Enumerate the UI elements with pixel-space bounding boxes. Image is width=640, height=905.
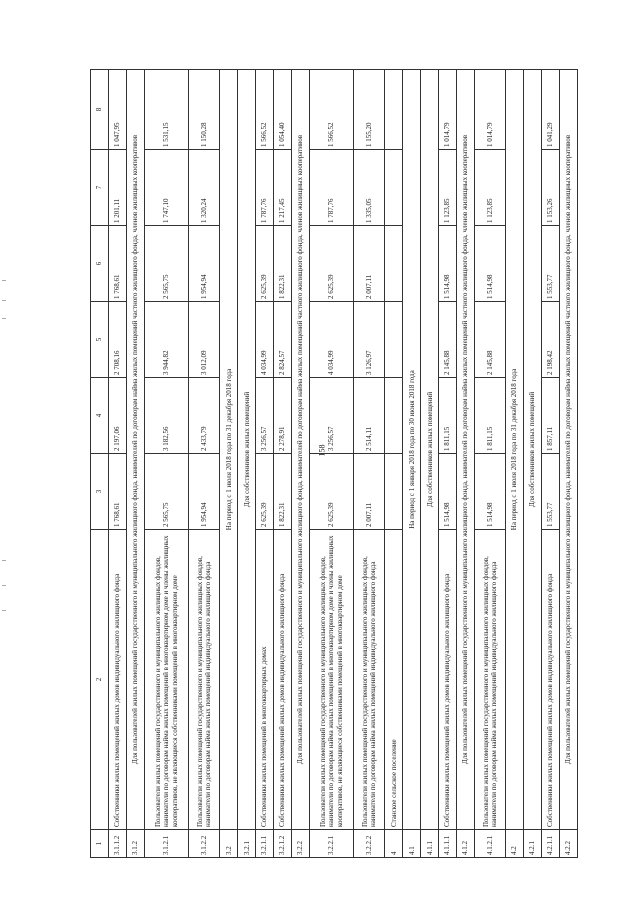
row-number: 3.2.1.1 — [256, 830, 274, 858]
column-number: 7 — [91, 150, 109, 226]
row-number: 3.2.1 — [238, 830, 256, 858]
section-caption: Для пользователей жилых помещений государственного и муниципального жилищного фонда, нанимателей по договорам найма жилых помещений частного жилищного фонда, членов жилищных кооперативов — [291, 70, 309, 830]
row-number: 3.1.2.2 — [189, 830, 220, 858]
section-row — [385, 70, 403, 858]
value-cell: 1 054,40 — [274, 70, 292, 150]
table-row — [108, 70, 126, 858]
row-label: Пользователи жилых помещений государственного и муниципального жилищных фондов, наниматели по договорам найма жилых помещений в многоквартирном доме и члены жилищных кооперативов, не являющиеся собственниками помещений в многоквартирном доме — [144, 530, 188, 830]
row-label: Собственники жилых помещений жилых домов индивидуального жилищного фонда — [108, 530, 126, 830]
value-cell: 1 954,94 — [189, 226, 220, 302]
row-label: Пользователи жилых помещений государственного и муниципального жилищных фондов, наниматели по договорам найма жилых помещений индивидуального жилищного фонда — [474, 530, 505, 830]
value-cell: 1 123,85 — [439, 150, 457, 226]
value-cell: 1 217,45 — [274, 150, 292, 226]
empty-cell — [385, 150, 403, 226]
value-cell: 1 047,95 — [108, 70, 126, 150]
value-cell: 1 768,61 — [108, 454, 126, 530]
value-cell: 3 256,57 — [309, 378, 353, 454]
value-cell: 2 824,57 — [274, 302, 292, 378]
column-number: 5 — [91, 302, 109, 378]
row-label: Собственники жилых помещений в многоквартирных домах — [256, 530, 274, 830]
rotated-table-container — [90, 70, 578, 858]
value-cell: 1 787,76 — [256, 150, 274, 226]
value-cell: 2 145,88 — [439, 302, 457, 378]
row-number: 4 — [385, 830, 403, 858]
section-row — [403, 70, 421, 858]
value-cell: 3 256,57 — [256, 378, 274, 454]
value-cell: 2 625,39 — [309, 226, 353, 302]
table-row — [189, 70, 220, 858]
value-cell: 3 012,09 — [189, 302, 220, 378]
table-row — [256, 70, 274, 858]
value-cell: 1 514,98 — [474, 454, 505, 530]
row-number: 3.1.2 — [126, 830, 144, 858]
row-number: 4.2.1.1 — [541, 830, 559, 858]
section-caption: Для пользователей жилых помещений государственного и муниципального жилищного фонда, нанимателей по договорам найма жилых помещений частного жилищного фонда, членов жилищных кооперативов — [126, 70, 144, 830]
table-row — [474, 70, 505, 858]
value-cell: 1 153,26 — [541, 150, 559, 226]
page-number: 158 — [317, 444, 327, 457]
value-cell: 2 197,06 — [108, 378, 126, 454]
table-row — [144, 70, 188, 858]
section-row — [220, 70, 238, 858]
section-row — [291, 70, 309, 858]
row-number: 3.2.2.1 — [309, 830, 353, 858]
value-cell: 1 857,11 — [541, 378, 559, 454]
column-number: 1 — [91, 830, 109, 858]
value-cell: 1 514,98 — [439, 226, 457, 302]
value-cell: 1 954,94 — [189, 454, 220, 530]
value-cell: 1 201,11 — [108, 150, 126, 226]
value-cell: 1 123,85 — [474, 150, 505, 226]
section-caption: Для пользователей жилых помещений государственного и муниципального жилищного фонда, нанимателей по договорам найма жилых помещений частного жилищного фонда, членов жилищных кооперативов — [559, 70, 577, 830]
row-label: Пользователи жилых помещений государственного и муниципального жилищных фондов, наниматели по договорам найма жилых помещений в многоквартирном доме и члены жилищных кооперативов, не являющиеся собственниками помещений в многоквартирном доме — [309, 530, 353, 830]
value-cell: 1 787,76 — [309, 150, 353, 226]
value-cell: 2 625,39 — [256, 454, 274, 530]
row-label: Пользователи жилых помещений государственного и муниципального жилищных фондов, наниматели по договорам найма жилых помещений индивидуального жилищного фонда — [189, 530, 220, 830]
empty-cell — [385, 378, 403, 454]
value-cell: 2 708,16 — [108, 302, 126, 378]
section-row — [523, 70, 541, 858]
value-cell: 1 335,05 — [354, 150, 385, 226]
value-cell: 1 150,28 — [189, 70, 220, 150]
table-row — [541, 70, 559, 858]
value-cell: 2 565,75 — [144, 226, 188, 302]
row-number: 4.1.2.1 — [474, 830, 505, 858]
value-cell: 1 041,29 — [541, 70, 559, 150]
value-cell: 4 034,99 — [256, 302, 274, 378]
row-label: Собственники жилых помещений жилых домов индивидуального жилищного фонда — [541, 530, 559, 830]
scan-edge-marks — [0, 0, 10, 905]
value-cell: 1 531,15 — [144, 70, 188, 150]
empty-cell — [385, 302, 403, 378]
row-number: 3.2.2 — [291, 830, 309, 858]
row-number: 3.2.1.2 — [274, 830, 292, 858]
column-number: 4 — [91, 378, 109, 454]
table-row — [309, 70, 353, 858]
section-caption: Для собственников жилых помещений — [238, 70, 256, 830]
value-cell: 1 014,79 — [439, 70, 457, 150]
row-number: 3.2.2.2 — [354, 830, 385, 858]
value-cell: 1 811,15 — [474, 378, 505, 454]
municipality-heading: Станское сельское поселение — [385, 530, 403, 830]
value-cell: 2 514,11 — [354, 378, 385, 454]
value-cell: 1 566,52 — [256, 70, 274, 150]
row-number: 4.2 — [506, 830, 524, 858]
value-cell: 3 182,56 — [144, 378, 188, 454]
value-cell: 2 625,39 — [309, 454, 353, 530]
value-cell: 1 811,15 — [439, 378, 457, 454]
row-number: 4.2.1 — [523, 830, 541, 858]
value-cell: 2 007,11 — [354, 226, 385, 302]
value-cell: 2 007,11 — [354, 454, 385, 530]
value-cell: 2 625,39 — [256, 226, 274, 302]
section-row — [238, 70, 256, 858]
value-cell: 1 014,79 — [474, 70, 505, 150]
section-row — [126, 70, 144, 858]
table-row — [354, 70, 385, 858]
column-number: 8 — [91, 70, 109, 150]
row-number: 3.1.2.1 — [144, 830, 188, 858]
tariff-table-area — [90, 70, 578, 858]
value-cell: 3 126,97 — [354, 302, 385, 378]
section-row — [559, 70, 577, 858]
value-cell: 2 565,75 — [144, 454, 188, 530]
value-cell: 2 433,79 — [189, 378, 220, 454]
value-cell: 3 944,82 — [144, 302, 188, 378]
section-caption: Для пользователей жилых помещений государственного и муниципального жилищного фонда, нанимателей по договорам найма жилых помещений частного жилищного фонда, членов жилищных кооперативов — [457, 70, 475, 830]
section-caption: На период с 1 июля 2018 года по 31 декабря 2018 года — [220, 70, 238, 830]
empty-cell — [385, 454, 403, 530]
row-number: 4.1 — [403, 830, 421, 858]
row-label: Собственники жилых помещений жилых домов индивидуального жилищного фонда — [274, 530, 292, 830]
row-label: Пользователи жилых помещений государственного и муниципального жилищных фондов, наниматели по договорам найма жилых помещений индивидуального жилищного фонда — [354, 530, 385, 830]
value-cell: 4 034,99 — [309, 302, 353, 378]
value-cell: 1 768,61 — [108, 226, 126, 302]
value-cell: 1 155,20 — [354, 70, 385, 150]
row-number: 3.1.1.2 — [108, 830, 126, 858]
table-body — [91, 70, 578, 858]
empty-cell — [385, 70, 403, 150]
section-caption: На период с 1 июля 2018 года по 31 декабря 2018 года — [506, 70, 524, 830]
value-cell: 1 553,77 — [541, 226, 559, 302]
column-number: 2 — [91, 530, 109, 830]
section-caption: Для собственников жилых помещений — [421, 70, 439, 830]
value-cell: 1 553,77 — [541, 454, 559, 530]
row-label: Собственники жилых помещений жилых домов индивидуального жилищного фонда — [439, 530, 457, 830]
section-row — [506, 70, 524, 858]
column-number: 3 — [91, 454, 109, 530]
value-cell: 1 747,10 — [144, 150, 188, 226]
row-number: 4.1.1.1 — [439, 830, 457, 858]
value-cell: 2 198,42 — [541, 302, 559, 378]
column-number-row — [91, 70, 109, 858]
value-cell: 1 514,98 — [439, 454, 457, 530]
section-row — [421, 70, 439, 858]
value-cell: 2 145,88 — [474, 302, 505, 378]
row-number: 4.2.2 — [559, 830, 577, 858]
row-number: 4.1.1 — [421, 830, 439, 858]
section-caption: Для собственников жилых помещений — [523, 70, 541, 830]
table-row — [274, 70, 292, 858]
value-cell: 1 320,24 — [189, 150, 220, 226]
value-cell: 1 566,52 — [309, 70, 353, 150]
section-row — [457, 70, 475, 858]
tariff-table — [90, 69, 578, 858]
row-number: 3.2 — [220, 830, 238, 858]
row-number: 4.1.2 — [457, 830, 475, 858]
value-cell: 2 278,91 — [274, 378, 292, 454]
value-cell: 1 822,31 — [274, 454, 292, 530]
table-row — [439, 70, 457, 858]
section-caption: На период с 1 января 2018 года по 30 июня 2018 года — [403, 70, 421, 830]
column-number: 6 — [91, 226, 109, 302]
value-cell: 1 822,31 — [274, 226, 292, 302]
empty-cell — [385, 226, 403, 302]
value-cell: 1 514,98 — [474, 226, 505, 302]
